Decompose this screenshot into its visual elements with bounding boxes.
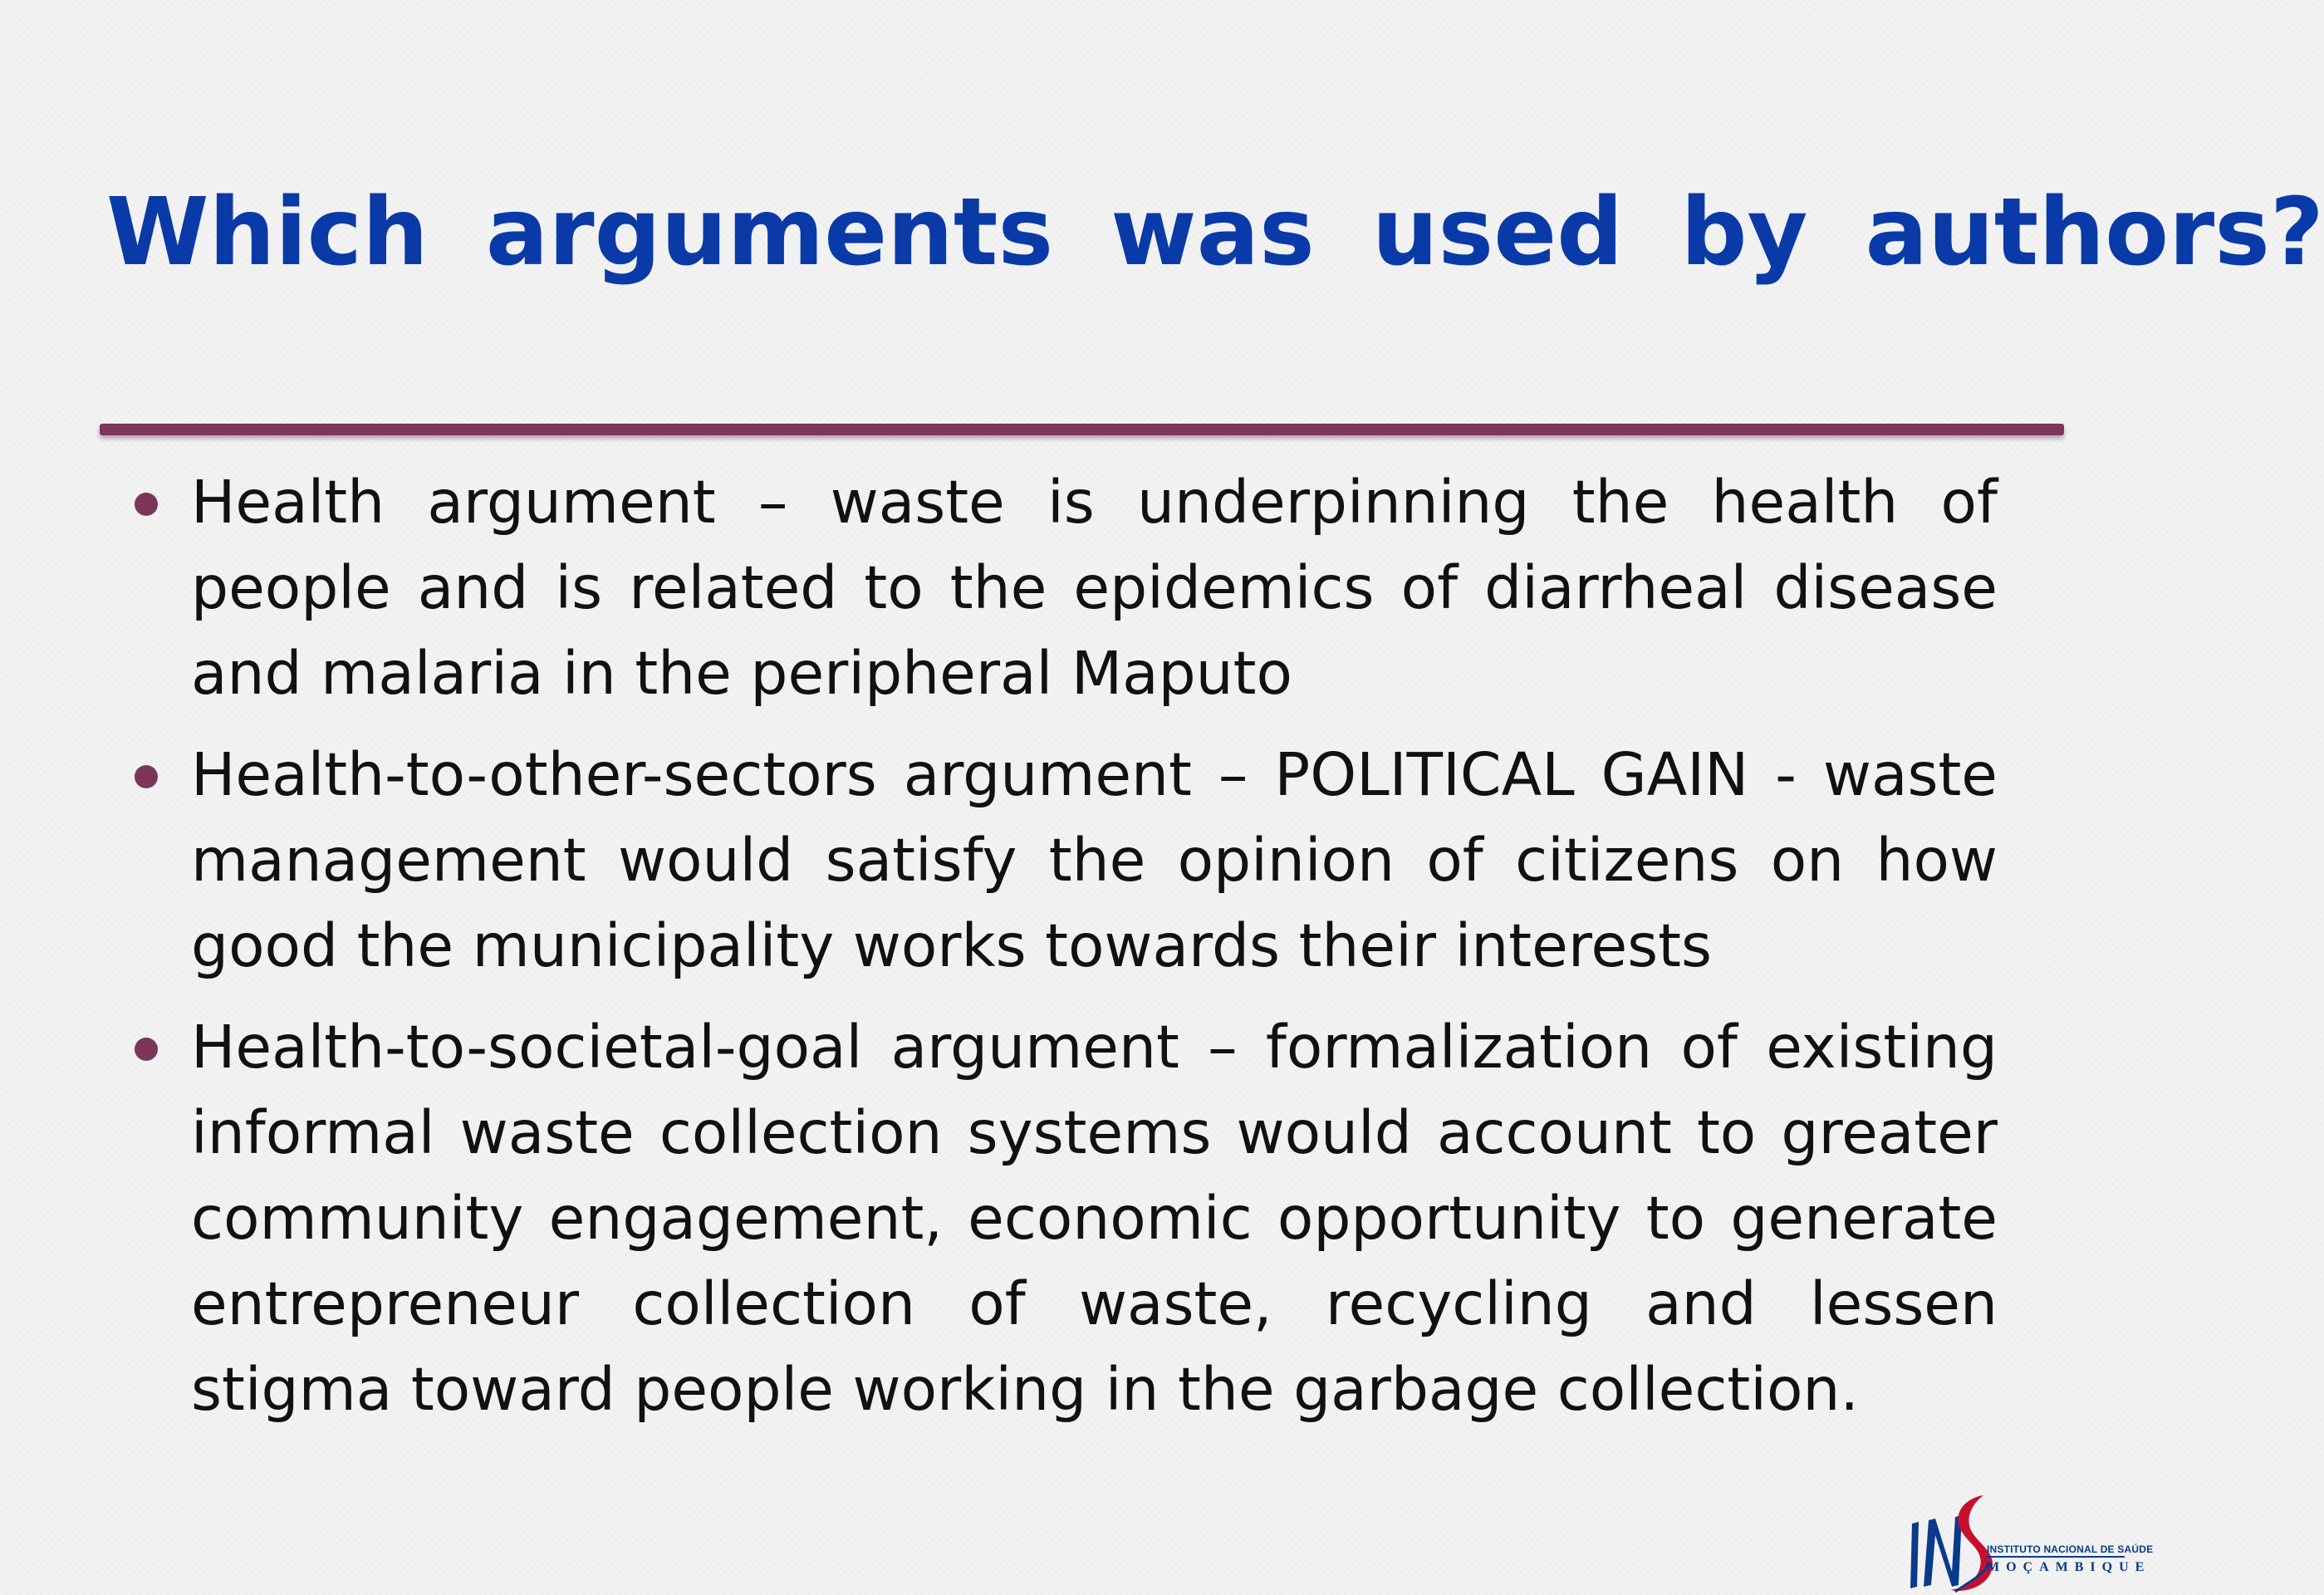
bullet-item-health <box>133 459 1998 716</box>
bullet-marker-icon <box>135 493 158 516</box>
ins-monogram-icon <box>1904 1480 2126 1595</box>
bullet-marker-icon <box>135 765 158 788</box>
logo-institution-name: INSTITUTO NACIONAL DE SAÚDE <box>1987 1543 2154 1555</box>
bullet-item-health-to-societal-goal <box>133 1004 1998 1432</box>
bullet-text: Health-to-other-sectors argument – POLITICAL GAIN - waste management would satisfy the opinion of citizens on how good the municipality works towards their interests <box>191 740 1998 980</box>
title-divider <box>100 424 2064 435</box>
bullet-text: Health-to-societal-goal argument – formalization of existing informal waste collection systems would account to greater community engagement, economic opportunity to generate entrepreneur collection of waste, recycling and lessen stigma toward people working in the garbage collection. <box>191 1013 1998 1424</box>
ins-logo <box>1904 1480 2154 1595</box>
bullet-list <box>133 459 1998 1448</box>
bullet-marker-icon <box>135 1038 158 1061</box>
bullet-item-health-to-other-sectors <box>133 732 1998 989</box>
slide-title: Which arguments was used by authors? <box>106 179 2324 287</box>
logo-country: MOÇAMBIQUE <box>1987 1560 2151 1574</box>
bullet-text: Health argument – waste is underpinning the health of people and is related to the epidemics of diarrheal disease and malaria in the peripheral Maputo <box>191 468 1998 708</box>
